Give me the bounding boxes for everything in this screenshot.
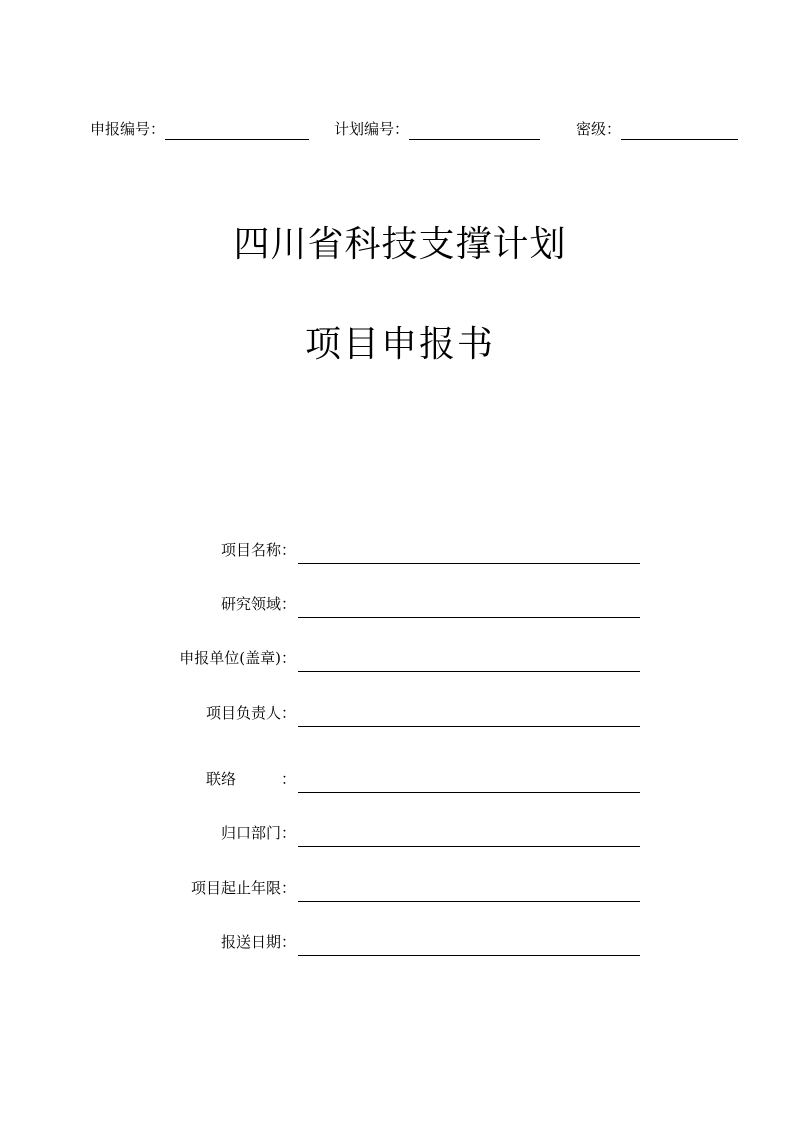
project-name-label: 项目名称： — [220, 541, 296, 559]
form-row-project-name — [150, 538, 640, 564]
header-row — [0, 116, 800, 142]
plan-number-field — [334, 116, 540, 140]
plan-number-blank[interactable] — [409, 117, 540, 140]
document-title: 四川省科技支撑计划 — [233, 224, 567, 265]
project-leader-label: 项目负责人： — [205, 704, 296, 722]
project-leader-blank[interactable] — [298, 725, 640, 727]
form-row-project-leader — [150, 701, 640, 727]
apply-number-label: 申报编号： — [90, 120, 166, 138]
document-subtitle: 项目申报书 — [304, 324, 495, 365]
applicant-unit-label: 申报单位(盖章)： — [179, 649, 296, 667]
research-field-label: 研究领域： — [220, 595, 296, 613]
contact-label-colon: ： — [280, 770, 296, 788]
project-name-blank[interactable] — [298, 562, 640, 564]
plan-number-label: 计划编号： — [334, 120, 410, 138]
submission-date-label: 报送日期： — [220, 933, 296, 951]
project-period-blank[interactable] — [298, 900, 640, 902]
form-row-department — [150, 821, 640, 847]
form-row-research-field — [150, 592, 640, 618]
form-row-submission-date — [150, 930, 640, 956]
department-blank[interactable] — [298, 845, 640, 847]
form-row-contact — [150, 767, 640, 793]
research-field-blank[interactable] — [298, 616, 640, 618]
apply-number-blank[interactable] — [165, 117, 309, 140]
contact-label-text: 联络 — [206, 770, 237, 788]
secret-level-blank[interactable] — [621, 117, 738, 140]
secret-level-label: 密级： — [576, 120, 622, 138]
department-label: 归口部门： — [220, 824, 296, 842]
secret-level-field — [576, 116, 738, 140]
form-row-project-period — [150, 876, 640, 902]
project-period-label: 项目起止年限： — [190, 879, 296, 897]
apply-number-field — [90, 116, 309, 140]
submission-date-blank[interactable] — [298, 954, 640, 956]
applicant-unit-blank[interactable] — [298, 670, 640, 672]
form-row-applicant-unit — [150, 646, 640, 672]
contact-blank[interactable] — [298, 791, 640, 793]
